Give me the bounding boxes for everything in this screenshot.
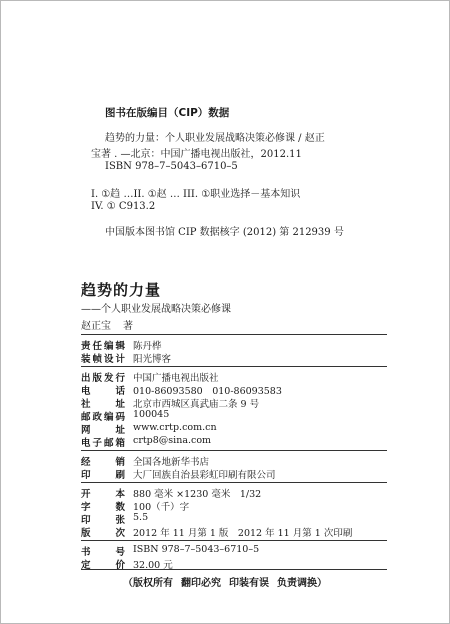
author-line (81, 317, 133, 332)
info-label: 装帧设计 (81, 354, 125, 365)
info-value: 880 毫米 ×1230 毫米 1/32 (133, 489, 262, 500)
cip-heading: 图书在版编目（CIP）数据 (105, 107, 230, 119)
info-row (81, 435, 212, 449)
info-label: 网 址 (81, 425, 125, 436)
cip-line: 趋势的力量：个人职业发展战略决策必修课 / 赵正 (105, 133, 325, 144)
info-value: 32.00 元 (133, 560, 173, 571)
info-row (81, 383, 282, 397)
info-label: 出版发行 (81, 373, 125, 384)
info-label: 定 价 (81, 560, 125, 571)
notice-part: （版权所有 (123, 578, 173, 589)
info-row (81, 396, 260, 410)
info-label: 社 址 (81, 399, 125, 410)
info-label: 邮政编码 (81, 412, 125, 423)
info-value: 全国各地新华书店 (133, 457, 210, 468)
info-row (81, 499, 190, 513)
cip-line: ISBN 978–7–5043–6710–5 (105, 161, 238, 172)
info-value: 北京市西城区真武庙二条 9 号 (133, 399, 260, 410)
info-value: 陈丹桦 (133, 341, 162, 352)
info-value: 010-86093580 010-86093583 (133, 386, 282, 397)
info-row (81, 544, 260, 558)
info-label: 电 话 (81, 386, 125, 397)
author-name: 赵正宝 (81, 321, 111, 332)
info-row (81, 370, 219, 384)
info-label: 书 号 (81, 547, 125, 558)
info-label: 开 本 (81, 489, 125, 500)
info-label: 责任编辑 (81, 341, 125, 352)
book-subtitle: ——个人职业发展战略决策必修课 (81, 304, 231, 315)
divider (81, 569, 387, 570)
cip-line: I. ①趋 …II. ①赵 … III. ①职业选择－基本知识 (91, 189, 301, 200)
info-row (81, 338, 162, 352)
info-row (81, 351, 172, 365)
info-label: 字 数 (81, 502, 125, 513)
info-value: 5.5 (133, 512, 149, 523)
copyright-notice (1, 574, 449, 589)
author-role: 著 (123, 321, 133, 332)
info-row (81, 512, 149, 526)
info-row (81, 525, 353, 539)
info-value: 大厂回族自治县彩虹印刷有限公司 (133, 470, 276, 481)
info-value: 100（千）字 (133, 502, 190, 513)
info-row (81, 409, 170, 423)
cip-line: 宝著 . —北京：中国广播电视出版社，2012.11 (91, 149, 302, 160)
cip-line: 中国版本图书馆 CIP 数据核字 (2012) 第 212939 号 (105, 227, 344, 238)
divider (81, 482, 387, 483)
divider (81, 450, 387, 451)
info-value: 阳光博客 (133, 354, 172, 365)
info-label: 印 张 (81, 515, 125, 526)
info-value: crtp8@sina.com (133, 435, 212, 446)
info-value: www.crtp.com.cn (133, 422, 217, 433)
book-title: 趋势的力量 (81, 281, 162, 299)
info-value: 100045 (133, 409, 170, 420)
notice-part: 印装有误 (229, 578, 269, 589)
info-label: 经 销 (81, 457, 125, 468)
divider (81, 334, 387, 335)
divider (81, 366, 387, 367)
info-row (81, 467, 276, 481)
info-label: 印 刷 (81, 470, 125, 481)
cip-line: IV. ① C913.2 (91, 201, 156, 212)
notice-part: 翻印必究 (181, 578, 221, 589)
info-value: ISBN 978–7–5043–6710–5 (133, 544, 260, 555)
divider (81, 540, 387, 541)
info-label: 电子邮箱 (81, 438, 125, 449)
info-row (81, 422, 217, 436)
info-value: 2012 年 11 月第 1 版 2012 年 11 月第 1 次印刷 (133, 528, 353, 539)
info-row (81, 454, 210, 468)
info-row (81, 486, 262, 500)
notice-part: 负责调换） (277, 578, 327, 589)
info-label: 版 次 (81, 528, 125, 539)
info-value: 中国广播电视出版社 (133, 373, 219, 384)
